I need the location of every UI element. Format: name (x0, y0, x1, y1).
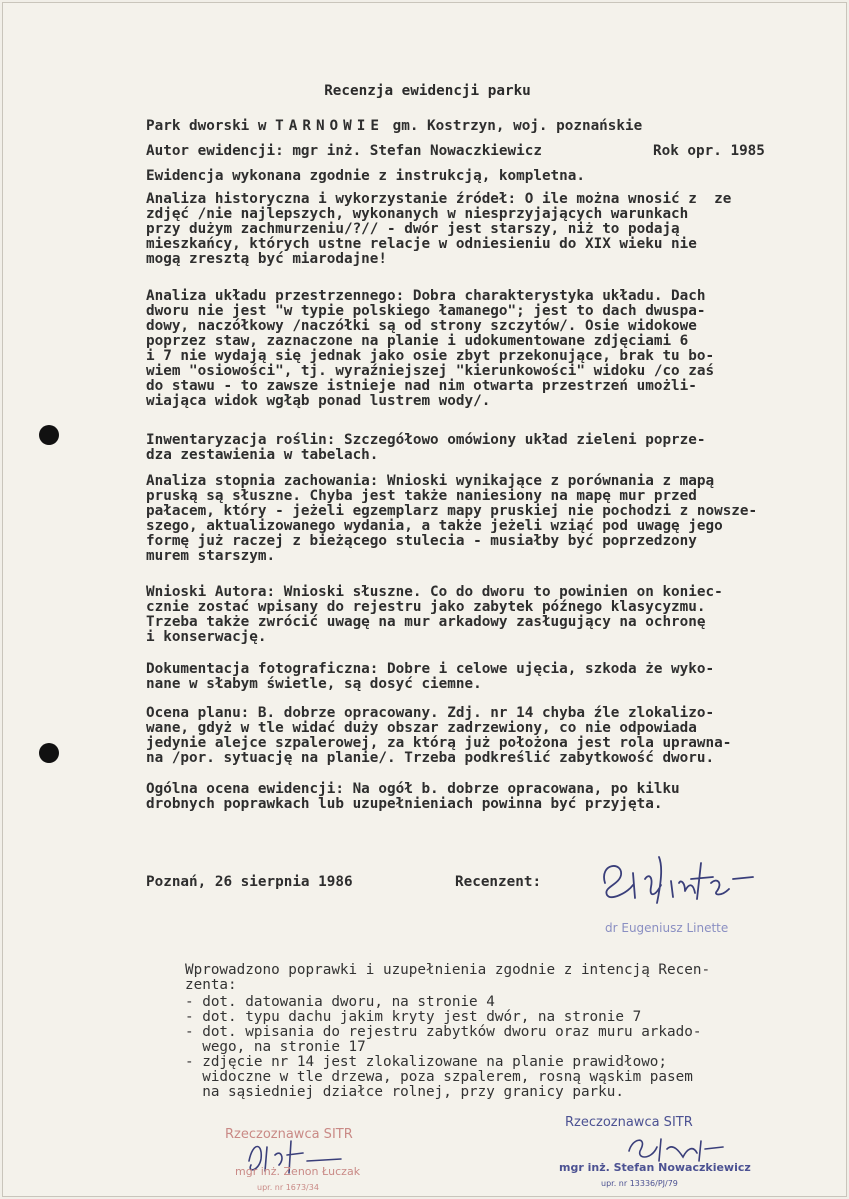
park-suffix: gm. Kostrzyn, woj. poznańskie (384, 118, 643, 134)
line: do stawu - to zawsze istnieje nad nim otwarta przestrzeń umożli- (146, 378, 697, 394)
list-item: - dot. typu dachu jakim kryty jest dwór, na stronie 7 (185, 1009, 642, 1025)
line: murem starszym. (146, 548, 276, 564)
reviewer-signature (593, 843, 768, 913)
right-stamp-title: Rzeczoznawca SITR (565, 1115, 693, 1130)
right-stamp-number: upr. nr 13336/PJ/79 (601, 1179, 678, 1188)
line: i konserwację. (146, 629, 267, 645)
list-item: - zdjęcie nr 14 jest zlokalizowane na planie prawidłowo; (185, 1054, 668, 1070)
line: Inwentaryzacja roślin: Szczegółowo omówiony układ zieleni poprze- (146, 432, 706, 448)
park-line (146, 119, 642, 134)
line: Ocena planu: B. dobrze opracowany. Zdj. nr 14 chyba źle zlokalizo- (146, 705, 715, 721)
place-name: TARNOWIE (275, 118, 384, 134)
line: zdjęć /nie najlepszych, wykonanych w niesprzyjających warunkach (146, 206, 689, 222)
document-title: Recenzja ewidencji parku (324, 83, 531, 99)
year-label: Rok opr. 1985 (653, 143, 765, 159)
place-date: Poznań, 26 sierpnia 1986 (146, 874, 353, 890)
section-plan (146, 706, 731, 766)
line: dworu nie jest "w typie polskiego łamanego"; jest to dach dwuspa- (146, 303, 706, 319)
line: drobnych poprawkach lub uzupełnieniach powinna być przyjęta. (146, 796, 663, 812)
line: cznie zostać wpisany do rejestru jako zabytek późnego klasycyzmu. (146, 599, 706, 615)
line: dowy, naczółkowy /naczółki są od strony szczytów/. Osie widokowe (146, 318, 697, 334)
line: przy dużym zachmurzeniu/?// - dwór jest starszy, niż to podają (146, 221, 680, 237)
section-overall (146, 782, 680, 812)
left-stamp-name: mgr inż. Zenon Łuczak (235, 1165, 361, 1178)
punch-hole (39, 425, 59, 445)
corrections-intro (185, 963, 710, 993)
list-item: widoczne w tle drzewa, poza szpalerem, rosną wąskim pasem (185, 1069, 693, 1085)
line: Analiza stopnia zachowania: Wnioski wynikające z porównania z mapą (146, 473, 715, 489)
conformity-line: Ewidencja wykonana zgodnie z instrukcją, kompletna. (146, 168, 585, 184)
line: jedynie alejce szpalerowej, za którą już położona jest rola uprawna- (146, 735, 732, 751)
line: mogą zresztą być miarodajne! (146, 251, 388, 267)
park-prefix: Park dworski w (146, 118, 276, 134)
document-page (2, 2, 847, 1197)
section-preservation (146, 474, 757, 564)
list-item: wego, na stronie 17 (185, 1039, 366, 1055)
line: zenta: (185, 977, 237, 993)
line: Trzeba także zwrócić uwagę na mur arkadowy zasługujący na ochronę (146, 614, 706, 630)
line: pałacem, który - jeżeli egzemplarz mapy pruskiej nie pochodzi z nowsze- (146, 503, 758, 519)
line: dza zestawienia w tabelach. (146, 447, 379, 463)
line: na /por. sytuację na planie/. Trzeba podkreślić zabytkowość dworu. (146, 750, 715, 766)
punch-hole (39, 743, 59, 763)
line: wane, gdyż w tle widać duży obszar zadrzewiony, co nie odpowiada (146, 720, 697, 736)
line: Dokumentacja fotograficzna: Dobre i celowe ujęcia, szkoda że wyko- (146, 661, 715, 677)
line: poprzez staw, zaznaczone na planie i udokumentowane zdjęciami 6 (146, 333, 689, 349)
line: Wnioski Autora: Wnioski słuszne. Co do dworu to powinien on koniec- (146, 584, 723, 600)
list-item: - dot. wpisania do rejestru zabytków dworu oraz muru arkado- (185, 1024, 702, 1040)
line: i 7 nie wydają się jednak jako osie zbyt przekonujące, brak tu bo- (146, 348, 715, 364)
section-conclusions (146, 585, 723, 645)
line: Wprowadzono poprawki i uzupełnienia zgodnie z intencją Recen- (185, 962, 711, 978)
section-photos (146, 662, 714, 692)
line: wiająca widok wgłąb ponad lustrem wody/. (146, 393, 491, 409)
line: formę już raczej z bieżącego stulecia - musiałby być poprzedzony (146, 533, 697, 549)
list-item: na sąsiedniej działce rolnej, przy granicy parku. (185, 1084, 624, 1100)
section-layout (146, 289, 714, 409)
corrections-list (185, 995, 701, 1100)
line: wiem "osiowości", tj. wyraźniejszej "kierunkowości" widoku /co zaś (146, 363, 715, 379)
line: Analiza układu przestrzennego: Dobra charakterystyka układu. Dach (146, 288, 706, 304)
line: szego, aktualizowanego wydania, a także jeżeli wziąć pod uwagę jego (146, 518, 723, 534)
line: pruską są słuszne. Chyba jest także naniesiony na mapę mur przed (146, 488, 697, 504)
line: mieszkańcy, których ustne relacje w odniesieniu do XIX wieku nie (146, 236, 697, 252)
line: Analiza historyczna i wykorzystanie źródeł: O ile można wnosić z ze (146, 191, 732, 207)
list-item: - dot. datowania dworu, na stronie 4 (185, 994, 495, 1010)
left-stamp-title: Rzeczoznawca SITR (225, 1127, 353, 1142)
left-stamp-number: upr. nr 1673/34 (257, 1183, 319, 1192)
author-line: Autor ewidencji: mgr inż. Stefan Nowaczkiewicz (146, 143, 542, 159)
right-stamp-name: mgr inż. Stefan Nowaczkiewicz (559, 1161, 751, 1174)
reviewer-stamp: dr Eugeniusz Linette (605, 921, 729, 935)
reviewer-label: Recenzent: (455, 874, 542, 890)
section-plants (146, 433, 705, 463)
line: nane w słabym świetle, są dosyć ciemne. (146, 676, 482, 692)
line: Ogólna ocena ewidencji: Na ogół b. dobrze opracowana, po kilku (146, 781, 680, 797)
section-history (146, 192, 731, 267)
